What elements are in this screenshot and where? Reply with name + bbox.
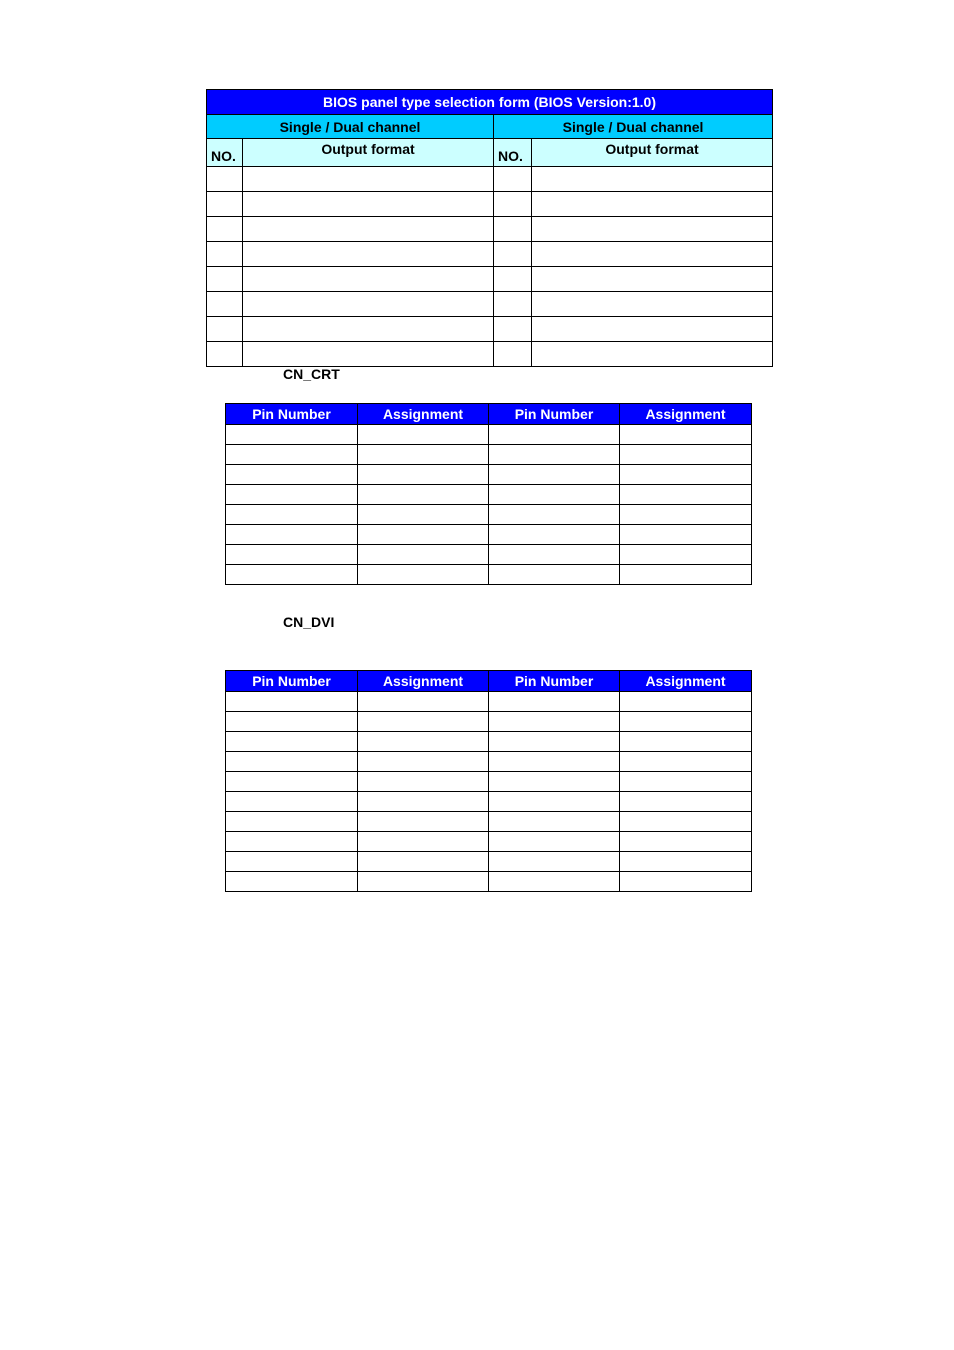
dvi-table-cell: [489, 832, 620, 852]
cn-dvi-label: CN_DVI: [283, 614, 335, 630]
output-format-header-left: Output format: [243, 139, 494, 167]
crt-pin-number-header: Pin Number: [226, 404, 358, 425]
crt-table-cell: [489, 485, 620, 505]
dvi-table-cell: [226, 792, 358, 812]
bios-table-cell: [494, 242, 532, 267]
bios-table-cell: [207, 267, 243, 292]
bios-table-cell: [207, 342, 243, 367]
dvi-table-cell: [489, 852, 620, 872]
bios-table-cell: [494, 192, 532, 217]
dvi-table-cell: [620, 692, 752, 712]
crt-table-row: [226, 425, 752, 445]
dvi-table-cell: [489, 872, 620, 892]
bios-table-cell: [207, 217, 243, 242]
bios-table-cell: [494, 217, 532, 242]
dvi-table-cell: [226, 732, 358, 752]
crt-table-cell: [620, 425, 752, 445]
dvi-table-cell: [358, 792, 489, 812]
dvi-table-cell: [358, 872, 489, 892]
crt-table-cell: [620, 525, 752, 545]
crt-table-cell: [489, 425, 620, 445]
dvi-table-row: [226, 792, 752, 812]
dvi-table-cell: [489, 792, 620, 812]
dvi-table-cell: [489, 732, 620, 752]
crt-table-cell: [489, 525, 620, 545]
dvi-table-cell: [620, 792, 752, 812]
dvi-table-cell: [489, 752, 620, 772]
dvi-table-cell: [358, 732, 489, 752]
crt-table-cell: [620, 485, 752, 505]
dvi-table-row: [226, 712, 752, 732]
crt-table-row: [226, 545, 752, 565]
dvi-table-cell: [226, 772, 358, 792]
crt-table-cell: [226, 445, 358, 465]
bios-table-cell: [532, 292, 773, 317]
dvi-table-cell: [358, 832, 489, 852]
crt-table-row: [226, 465, 752, 485]
bios-table-title: BIOS panel type selection form (BIOS Version:1.0): [207, 90, 773, 115]
bios-table-cell: [243, 217, 494, 242]
dvi-table-cell: [489, 772, 620, 792]
crt-table-row: [226, 505, 752, 525]
bios-table-cell: [532, 217, 773, 242]
bios-table-cell: [494, 342, 532, 367]
crt-table-cell: [358, 525, 489, 545]
dvi-table-cell: [620, 872, 752, 892]
bios-table-row: [207, 267, 773, 292]
dvi-pin-number-header: Pin Number: [489, 671, 620, 692]
bios-table-cell: [207, 292, 243, 317]
dvi-table-cell: [226, 812, 358, 832]
bios-table-cell: [207, 192, 243, 217]
dvi-table-cell: [226, 752, 358, 772]
dvi-table-cell: [358, 772, 489, 792]
bios-table-cell: [494, 317, 532, 342]
bios-table-row: [207, 292, 773, 317]
dvi-table-row: [226, 772, 752, 792]
crt-table-cell: [358, 425, 489, 445]
channel-right-header: Single / Dual channel: [494, 115, 773, 139]
bios-table-cell: [243, 342, 494, 367]
crt-table-cell: [489, 505, 620, 525]
dvi-table-cell: [620, 712, 752, 732]
bios-table-cell: [532, 342, 773, 367]
bios-table-cell: [207, 242, 243, 267]
crt-table-cell: [358, 545, 489, 565]
crt-table-cell: [620, 565, 752, 585]
crt-table-cell: [358, 445, 489, 465]
crt-table-row: [226, 485, 752, 505]
dvi-table-cell: [226, 872, 358, 892]
dvi-table-cell: [489, 712, 620, 732]
bios-table-cell: [243, 267, 494, 292]
dvi-table-cell: [620, 772, 752, 792]
dvi-table-row: [226, 752, 752, 772]
crt-table-cell: [620, 505, 752, 525]
bios-table-cell: [207, 167, 243, 192]
dvi-table-cell: [620, 752, 752, 772]
crt-table-row: [226, 445, 752, 465]
dvi-table-cell: [226, 832, 358, 852]
dvi-table-cell: [358, 712, 489, 732]
bios-table-row: [207, 192, 773, 217]
dvi-table-cell: [226, 852, 358, 872]
dvi-assignment-header: Assignment: [358, 671, 489, 692]
dvi-table-row: [226, 832, 752, 852]
crt-table-cell: [226, 545, 358, 565]
bios-table-row: [207, 217, 773, 242]
bios-table-cell: [532, 267, 773, 292]
bios-table-cell: [532, 192, 773, 217]
crt-table-cell: [489, 465, 620, 485]
bios-table-cell: [494, 292, 532, 317]
dvi-pin-number-header: Pin Number: [226, 671, 358, 692]
channel-left-header: Single / Dual channel: [207, 115, 494, 139]
bios-table-cell: [243, 242, 494, 267]
bios-panel-table: [206, 89, 773, 367]
crt-table-row: [226, 565, 752, 585]
bios-table-cell: [494, 167, 532, 192]
dvi-table-row: [226, 692, 752, 712]
no-header-right: NO.: [494, 139, 532, 167]
crt-table-cell: [620, 445, 752, 465]
crt-table-cell: [620, 465, 752, 485]
bios-table-cell: [532, 242, 773, 267]
dvi-table-cell: [358, 812, 489, 832]
dvi-header-row: [226, 671, 752, 692]
crt-table-cell: [489, 445, 620, 465]
bios-table-cell: [243, 167, 494, 192]
crt-table-cell: [489, 545, 620, 565]
dvi-table-cell: [620, 852, 752, 872]
crt-assignment-header: Assignment: [358, 404, 489, 425]
dvi-table-cell: [489, 812, 620, 832]
dvi-table-cell: [620, 812, 752, 832]
bios-channel-row: [207, 115, 773, 139]
dvi-table-cell: [226, 712, 358, 732]
dvi-table-row: [226, 872, 752, 892]
dvi-table-cell: [358, 752, 489, 772]
crt-table-cell: [358, 505, 489, 525]
dvi-table-cell: [620, 832, 752, 852]
crt-table-cell: [226, 425, 358, 445]
crt-pin-table: [225, 403, 752, 585]
bios-table-row: [207, 242, 773, 267]
crt-header-row: [226, 404, 752, 425]
crt-table-cell: [226, 565, 358, 585]
dvi-pin-table: [225, 670, 752, 892]
output-format-header-right: Output format: [532, 139, 773, 167]
crt-pin-number-header: Pin Number: [489, 404, 620, 425]
bios-table-cell: [243, 192, 494, 217]
bios-table-row: [207, 317, 773, 342]
bios-table-row: [207, 342, 773, 367]
dvi-table-cell: [358, 852, 489, 872]
bios-column-header-row: [207, 139, 773, 167]
no-header-left: NO.: [207, 139, 243, 167]
bios-table-cell: [243, 292, 494, 317]
crt-table-cell: [226, 465, 358, 485]
cn-crt-label: CN_CRT: [283, 366, 340, 382]
crt-table-cell: [226, 505, 358, 525]
crt-table-cell: [226, 525, 358, 545]
crt-table-cell: [226, 485, 358, 505]
crt-table-cell: [358, 565, 489, 585]
dvi-table-cell: [620, 732, 752, 752]
dvi-table-row: [226, 852, 752, 872]
crt-table-cell: [489, 565, 620, 585]
bios-table-row: [207, 167, 773, 192]
bios-table-cell: [207, 317, 243, 342]
dvi-table-row: [226, 812, 752, 832]
dvi-table-cell: [358, 692, 489, 712]
bios-table-cell: [532, 317, 773, 342]
bios-table-cell: [494, 267, 532, 292]
crt-table-row: [226, 525, 752, 545]
crt-table-cell: [620, 545, 752, 565]
dvi-table-cell: [226, 692, 358, 712]
crt-assignment-header: Assignment: [620, 404, 752, 425]
dvi-table-cell: [489, 692, 620, 712]
bios-title-row: [207, 90, 773, 115]
bios-table-cell: [243, 317, 494, 342]
dvi-table-row: [226, 732, 752, 752]
crt-table-cell: [358, 485, 489, 505]
crt-table-cell: [358, 465, 489, 485]
bios-table-cell: [532, 167, 773, 192]
dvi-assignment-header: Assignment: [620, 671, 752, 692]
